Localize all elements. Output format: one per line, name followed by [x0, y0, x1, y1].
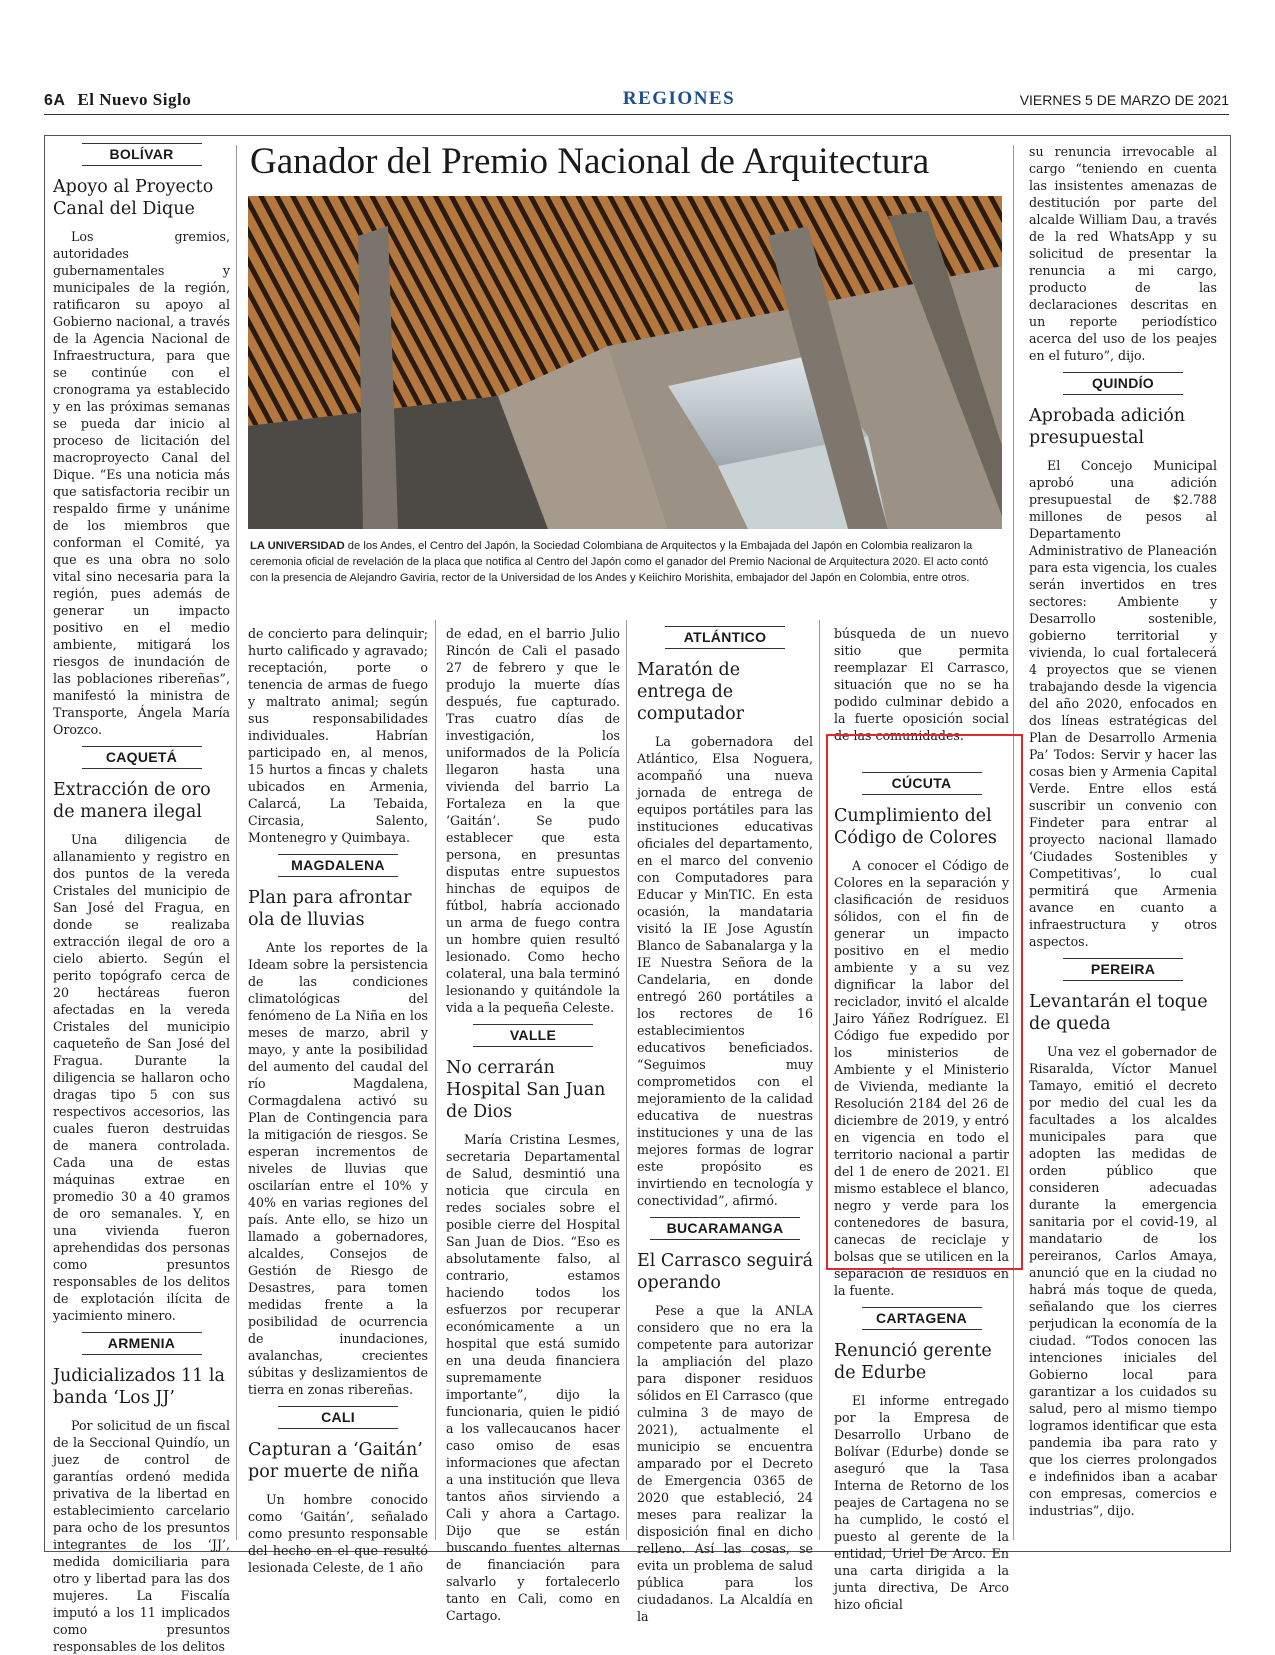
body-armenia: Por solicitud de un fiscal de la Seccional Quindío, un juez de control de garantías ordenó medida privativa de la libertad en establecimiento carcelario para ocho de los presuntos integrantes de los ‘JJ’, medida domiciliaria para otro y libertad para las dos mujeres. La Fiscalía imputó a los 11 implicados como presuntos responsables de los delitos — [53, 1418, 230, 1654]
body-quindio: El Concejo Municipal aprobó una adición presupuestal de $2.788 millones de pesos al Departamento Administrativo de Planeación para esta vigencia, los cuales serán invertidos en tres sectores: Ambiente y Desarrollo sostenible, gobierno territorial y vivienda, lo cual fortalecerá 4 proyectos que se vienen trabajando desde la vigencia del año 2020, enfocados en dos líneas estratégicas del Plan de Desarrollo Armenia Pa’ Todos: Servir y hacer las cosas bien y Armenia Capital Verde. Entre ellos está suscribir un convenio con Findeter para entrar al proyecto nacional llamado ‘Ciudades Sostenibles y Competitivas’, lo cual permitirá que Armenia avance en cuanto a infraestructura y otros aspectos. — [1029, 458, 1217, 949]
headline-bolivar: Apoyo al Proyecto Canal del Dique — [53, 177, 214, 219]
column-2 — [248, 625, 428, 1576]
body-pereira: Una vez el gobernador de Risaralda, Víctor Manuel Tamayo, emitió el decreto por medio del cual les da facultades a los alcaldes municipales para que adopten las medidas de orden público que consideren adecuadas durante la emergencia sanitaria por el covid-19, al mandatario de los pereiranos, Carlos Amaya, anunció que en la ciudad no habrá más toque de queda, señalando que los cierres perjudican la economía de la ciudad. “Todos conocen las intenciones iniciales del Gobierno local para garantizar a los cuidados su salud, pero al mismo tiempo logramos identificar que esta pandemia iba para rato y que los cierres prolongados e indefinidos iban a acabar con empresas, comercios e industrias”, dijo. — [1029, 1044, 1217, 1518]
section-label-quindio: QUINDÍO — [1063, 372, 1183, 395]
feature-caption — [250, 538, 990, 586]
section-label-caqueta: CAQUETÁ — [82, 746, 202, 769]
section-label-cucuta: CÚCUTA — [862, 772, 982, 795]
headline-cali: Capturan a ‘Gaitán’ por muerte de niña — [248, 1440, 423, 1482]
issue-date: VIERNES 5 DE MARZO DE 2021 — [1019, 92, 1229, 108]
section-label-atlantico: ATLÁNTICO — [665, 626, 785, 649]
column-3 — [446, 625, 620, 1624]
headline-magdalena: Plan para afrontar ola de lluvias — [248, 888, 412, 930]
body-magdalena: Ante los reportes de la Ideam sobre la persistencia de las condiciones climatológicas del fenómeno de La Niña en los meses de marzo, abril y mayo, y ante la posibilidad del aumento del caudal del río Magdalena, Cormagdalena activó su Plan de Contingencia para la mitigación de riesgos. Se esperan incrementos de niveles de lluvias que oscilarían entre el 10% y 40% en varias regiones del país. Ante ello, se hizo un llamado a gobernadores, alcaldes, Consejos de Gestión de Riesgo de Desastres, para tomen medidas frente a la posibilidad de ocurrencia de inundaciones, avalanchas, crecientes súbitas y deslizamientos de tierra en zonas ribereñas. — [248, 940, 428, 1397]
headline-pereira: Levantarán el toque de queda — [1029, 992, 1208, 1034]
column-rule — [819, 620, 820, 1540]
body-bolivar: Los gremios, autoridades gubernamentales y municipales de la región, ratificaron su apoyo al Gobierno nacional, a través de la Agencia Nacional de Infraestructura, para que se continúe con el cronograma ya establecido y en las próximas semanas se pueda dar inicio al proceso de licitación del macroproyecto Canal del Dique. “Es una noticia más que satisfactoria recibir un respaldo firme y unánime de los miembros que conforman el Comité, ya que es una obra no solo vital sino necesaria para la región, pues además de generar un impacto positivo en el medio ambiente, mitigará los riesgos de inundación de las poblaciones ribereñas”, manifestó la ministra de Transporte, Ángela María Orozco. — [53, 229, 230, 737]
body-cartagena-continued: su renuncia irrevocable al cargo “teniendo en cuenta las insistentes amenazas de destitución por parte del alcalde William Dau, a través de la red WhatsApp y su solicitud de presentar la renuncia a mi cargo, producto de las declaraciones descritas en un reporte periodístico acerca del uso de los peajes en el futuro”, dijo. — [1029, 144, 1217, 363]
body-valle: María Cristina Lesmes, secretaria Departamental de Salud, desmintió una noticia que circula en redes sociales sobre el posible cierre del Hospital San Juan de Dios. “Eso es absolutamente falso, al contrario, estamos haciendo todos los esfuerzos por recuperar económicamente a un hospital que está sumido en una deuda financiera supremamente importante”, dijo la funcionaria, quien le pidió a los vallecaucanos hacer caso omiso de esas informaciones que afectan a una institución que lleva tantos años sirviendo a Cali y ahora a Cartago. Dijo que se están buscando fuentes alternas de financiación para salvarlo y fortalecerlo tanto en Cali, como en Cartago. — [446, 1132, 620, 1623]
headline-valle: No cerrarán Hospital San Juan de Dios — [446, 1058, 606, 1122]
body-cartagena: El informe entregado por la Empresa de Desarrollo Urbano de Bolívar (Edurbe) donde se aseguró que la Tasa Interna de Retorno de los peajes de Cartagena no se ha cumplido, le costó el puesto al gerente de la entidad, Uriel De Arco. En una carta dirigida a la junta directiva, De Arco hizo oficial — [834, 1393, 1009, 1612]
section-label-magdalena: MAGDALENA — [278, 854, 398, 877]
caption-text: de los Andes, el Centro del Japón, la Sociedad Colombiana de Arquitectos y la Embajada del Japón en Colombia realizaron la ceremonia oficial de revelación de la placa que notifica al Centro del Japón como el ganador del Premio Nacional de Arquitectura 2020. El acto contó con la presencia de Alejandro Gaviria, rector de la Universidad de los Andes y Keiichiro Morishita, embajador del Japón en Colombia, entre otros. — [250, 540, 989, 584]
feature-title: Ganador del Premio Nacional de Arquitectura — [250, 141, 930, 182]
masthead-left — [44, 90, 191, 110]
body-caqueta: Una diligencia de allanamiento y registro en dos puntos de la vereda Cristales del municipio de San José del Fragua, en donde se realizaba extracción ilegal de oro a cielo abierto. Según el perito topógrafo cerca de 20 hectáreas fueron afectadas en la vereda Cristales del municipio caqueteño de San José del Fragua. Durante la diligencia se hallaron ocho dragas tipo 5 con sus respectivos accesorios, las cuales fueron destruidas de manera controlada. Cada una de estas máquinas extrae en promedio 30 a 40 gramos de oro semanales. Y, en una vivienda fueron aprehendidas dos personas como presuntos responsables de los delitos de explotación ilícita de yacimiento minero. — [53, 832, 230, 1323]
section-label-valle: VALLE — [473, 1024, 593, 1047]
body-bucaramanga-continued: búsqueda de un nuevo sitio que permita reemplazar El Carrasco, situación que no se ha podido culminar debido a la fuerte oposición social de las comunidades. — [834, 626, 1009, 743]
body-atlantico: La gobernadora del Atlántico, Elsa Noguera, acompañó una nueva jornada de entrega de equipos portátiles para las instituciones educativas oficiales del departamento, en el marco del convenio con Computadores para Educar y MinTIC. En esta ocasión, la mandataria visitó la IE Jose Agustín Blanco de Sabanalarga y la IE Nuestra Señora de la Candelaria, en donde entregó 260 portátiles a los rectores de 16 establecimientos educativos beneficiados. “Seguimos muy comprometidos con el mejoramiento de la calidad educativa de nuestras instituciones y una de las mejores formas de lograr este propósito es invirtiendo en tecnología y conectividad”, afirmó. — [637, 734, 813, 1208]
headline-quindio: Aprobada adición presupuestal — [1029, 406, 1186, 448]
column-rule — [236, 145, 237, 1540]
headline-atlantico: Maratón de entrega de computador — [637, 660, 744, 724]
headline-bucaramanga: El Carrasco seguirá operando — [637, 1251, 814, 1293]
headline-cucuta: Cumplimiento del Código de Colores — [834, 806, 997, 848]
body-cucuta: A conocer el Código de Colores en la separación y clasificación de residuos sólidos, con el fin de generar un impacto positivo en el medio ambiente y a su vez dignificar la labor del reciclador, invitó el alcalde Jairo Yáñez Rodríguez. El Código fue expedido por los ministerios de Ambiente y el Ministerio de Vivienda, mediante la Resolución 2184 del 26 de diciembre de 2019, y entró en vigencia en todo el territorio nacional a partir del 1 de enero de 2021. El mismo establece el blanco, negro y verde para los contenedores de basura, canecas de reciclaje y bolsas que se utilicen en la separación de residuos en la fuente. — [834, 858, 1009, 1298]
body-cali-continued: de edad, en el barrio Julio Rincón de Cali el pasado 27 de febrero y que le produjo la muerte días después, fue capturado. Tras cuatro días de investigación, los uniformados de la Policía llegaron hasta una vivienda del barrio La Fortaleza en la que ‘Gaitán’. Se pudo establecer que esta persona, en presuntas disputas entre supuestos hinchas de equipos de fútbol, habría accionado un arma de fuego contra un hombre quien resultó lesionado. Como hecho colateral, una bala terminó lesionando y quitándole la vida a la pequeña Celeste. — [446, 626, 620, 1015]
section-label-pereira: PEREIRA — [1063, 958, 1183, 981]
column-4 — [637, 618, 813, 1625]
feature-photo — [248, 196, 1002, 529]
caption-lead: LA UNIVERSIDAD — [250, 540, 345, 552]
headline-caqueta: Extracción de oro de manera ilegal — [53, 780, 211, 822]
section-label-cartagena: CARTAGENA — [862, 1307, 982, 1330]
section-label-cali: CALI — [278, 1406, 398, 1429]
architecture-photo-illustration — [248, 196, 1002, 529]
section-label-bolivar: BOLÍVAR — [82, 143, 202, 166]
column-rule — [435, 620, 436, 1540]
body-cali: Un hombre conocido como ‘Gaitán’, señalado como presunto responsable del hecho en el que resultó lesionada Celeste, de 1 año — [248, 1492, 428, 1575]
section-label-armenia: ARMENIA — [82, 1332, 202, 1355]
body-armenia-continued: de concierto para delinquir; hurto calificado y agravado; receptación, porte o tenencia de armas de fuego y maltrato animal; según sus responsabilidades individuales. Habrían participado en, al menos, 15 hurtos a fincas y chalets ubicados en Armenia, Calarcá, La Tebaida, Circasia, Salento, Montenegro y Quimbaya. — [248, 626, 428, 845]
column-1 — [53, 135, 230, 1655]
section-label-bucaramanga: BUCARAMANGA — [650, 1217, 800, 1240]
headline-armenia: Judicializados 11 la banda ‘Los JJ’ — [53, 1366, 225, 1408]
body-bucaramanga: Pese a que la ANLA considero que no era la competente para autorizar la ampliación del plazo para disponer residuos sólidos en El Carrasco (que culmina 3 de mayo de 2021), actualmente el municipio se encuentra amparado por el Decreto de Emergencia 0365 de 2020 que estableció, 24 meses para realizar la disposición final en dicho relleno. Así las cosas, se evita un problema de salud pública para los ciudadanos. La Alcaldía en la — [637, 1303, 813, 1624]
column-6 — [1029, 143, 1217, 1519]
headline-cartagena: Renunció gerente de Edurbe — [834, 1341, 992, 1383]
page-number: 6A — [44, 92, 66, 109]
column-rule — [626, 620, 627, 1540]
highlight-box-cucuta — [826, 734, 1023, 1270]
masthead — [44, 88, 1229, 115]
section-name: REGIONES — [622, 88, 736, 109]
paper-name: El Nuevo Siglo — [77, 90, 192, 109]
